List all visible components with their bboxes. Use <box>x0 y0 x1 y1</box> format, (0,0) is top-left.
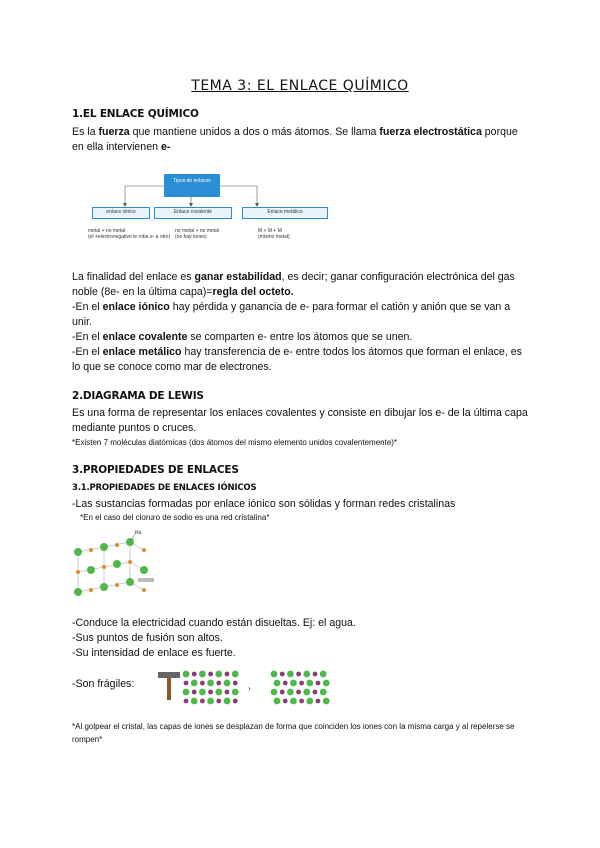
ion <box>274 680 281 687</box>
ion <box>216 681 221 686</box>
section-2-heading: 2.DIAGRAMA DE LEWIS <box>72 390 204 402</box>
diagram-box-covalent: Enlace covalente <box>154 207 232 219</box>
s2-note: *Existen 7 moléculas diatómicas (dos átomos del mismo elemento unidos covalentemente)* <box>72 438 398 447</box>
ion <box>313 672 318 677</box>
ion <box>192 672 197 677</box>
s3-note-1: *En el caso del cloruro de sodio es una red cristalina* <box>80 513 270 522</box>
ion <box>320 689 327 696</box>
s3-paragraph-1: -Las sustancias formadas por enlace iónico son sólidas y forman redes cristalinas <box>72 498 456 510</box>
ion <box>313 690 318 695</box>
diagram-note-covalent: no metal + no metal (no hay iones) <box>175 228 220 240</box>
ion <box>225 672 230 677</box>
ion-lattice-after <box>268 668 330 708</box>
ion <box>271 689 278 696</box>
ion <box>232 671 239 678</box>
ion <box>208 672 213 677</box>
ion <box>271 671 278 678</box>
ion <box>290 680 297 687</box>
ion <box>215 689 222 696</box>
ion <box>303 671 310 678</box>
ion <box>191 698 198 705</box>
s2-paragraph: Es una forma de representar los enlaces covalentes y consiste en dibujar los e- de la última capa mediante puntos o cruces. <box>72 407 528 435</box>
ion <box>183 689 190 696</box>
ion <box>215 671 222 678</box>
ion <box>296 672 301 677</box>
page-title: TEMA 3: EL ENLACE QUÍMICO <box>191 78 409 94</box>
ion <box>184 699 189 704</box>
ion <box>191 680 198 687</box>
s3-property-fragile: -Son frágiles: <box>72 678 135 690</box>
s1-paragraph-2: La finalidad del enlace es ganar estabilidad, es decir; ganar configuración electrónica del gas noble (8e- en la última capa)=regla del octeto. <box>72 271 515 299</box>
ion <box>233 699 238 704</box>
ion <box>200 699 205 704</box>
ion <box>306 698 313 705</box>
s1-paragraph-ionic: -En el enlace iónico hay pérdida y ganancia de e- para formar el catión y anión que se van a unir. <box>72 301 511 329</box>
ion <box>296 690 301 695</box>
section-3-1-heading: 3.1.PROPIEDADES DE ENLACES IÓNICOS <box>72 483 257 493</box>
ion <box>287 671 294 678</box>
section-1-heading: 1.EL ENLACE QUÍMICO <box>72 108 199 120</box>
ion <box>207 680 214 687</box>
ion <box>306 680 313 687</box>
ion <box>316 681 321 686</box>
ion <box>199 689 206 696</box>
ion <box>283 699 288 704</box>
ion <box>303 689 310 696</box>
ion <box>299 681 304 686</box>
ion <box>274 698 281 705</box>
section-3-heading: 3.PROPIEDADES DE ENLACES <box>72 464 239 476</box>
ion <box>287 689 294 696</box>
diagram-note-metallic: M + M + M (mismo metal) <box>258 228 290 240</box>
s3-property-bond-strength: -Su intensidad de enlace es fuerte. <box>72 647 236 659</box>
crystal-na-label: Na <box>135 530 142 536</box>
ion <box>232 689 239 696</box>
ion <box>192 690 197 695</box>
nacl-crystal-illustration <box>70 530 160 610</box>
ion-lattice-before <box>180 668 242 708</box>
ion <box>320 671 327 678</box>
ion <box>208 690 213 695</box>
ion <box>316 699 321 704</box>
s3-note-2: *Al golpear el cristal, las capas de iones se desplazan de forma que coinciden los iones con la misma carga y al repelerse se rompen* <box>72 722 515 744</box>
ion <box>323 698 330 705</box>
ion <box>200 681 205 686</box>
ion <box>216 699 221 704</box>
ion <box>233 681 238 686</box>
s3-property-conductivity: -Conduce la electricidad cuando están disueltas. Ej: el agua. <box>72 617 356 629</box>
ion <box>290 698 297 705</box>
diagram-note-ionic: metal + no metal (el +electronegativo le roba e- a otro) <box>88 228 171 240</box>
ion <box>224 698 231 705</box>
s3-property-melting: -Sus puntos de fusión son altos. <box>72 632 223 644</box>
s1-paragraph-covalent: -En el enlace covalente se comparten e- entre los átomos que se unen. <box>72 331 413 343</box>
s1-paragraph-metallic: -En el enlace metálico hay transferencia de e- entre todos los átomos que forman el enlace, es lo que se conoce como mar de electrones. <box>72 346 522 374</box>
s1-paragraph-1: Es la fuerza que mantiene unidos a dos o más átomos. Se llama fuerza electrostática porque en ella intervienen e- <box>72 126 518 154</box>
ion <box>199 671 206 678</box>
ion <box>299 699 304 704</box>
ion <box>280 690 285 695</box>
ion <box>207 698 214 705</box>
ion <box>224 680 231 687</box>
ion <box>323 680 330 687</box>
ion <box>225 690 230 695</box>
arrow-icon: › <box>248 684 251 693</box>
diagram-top-box: Tipos de enlaces <box>164 174 220 197</box>
diagram-box-ionic: enlace iónico <box>92 207 150 219</box>
diagram-box-metallic: Enlace metálico <box>242 207 328 219</box>
ion <box>183 671 190 678</box>
ion <box>280 672 285 677</box>
ion <box>283 681 288 686</box>
ion <box>184 681 189 686</box>
